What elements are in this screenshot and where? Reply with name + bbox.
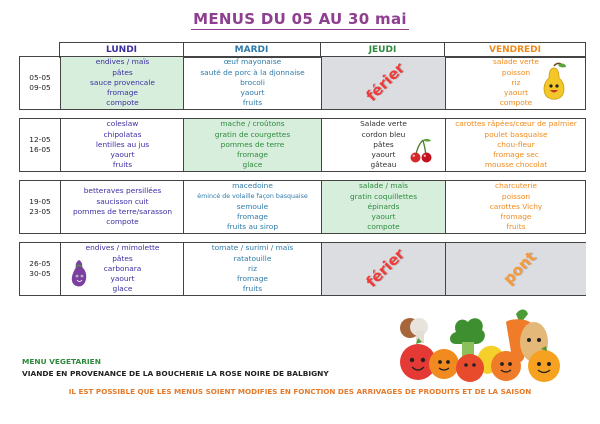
week-dates: 12-05 16-05 bbox=[29, 134, 51, 154]
week-dates: 26-05 30-05 bbox=[29, 258, 51, 278]
menu-vendredi: carottes râpées/cœur de palmier poulet basquaise chou-fleur fromage sec mousse chocolat bbox=[445, 119, 586, 171]
week-row-1 bbox=[19, 56, 586, 110]
holiday-label: férier bbox=[362, 59, 409, 105]
menu-lundi: endives / mimolette pâtes carbonara yaourt glace bbox=[60, 243, 184, 295]
cherries-icon bbox=[408, 138, 434, 164]
header-lundi: LUNDI bbox=[59, 42, 184, 58]
week-row-2 bbox=[19, 118, 586, 172]
header-mardi: MARDI bbox=[183, 42, 321, 58]
menu-mardi: mache / croûtons gratin de courgettes pommes de terre fromage glace bbox=[183, 119, 321, 171]
week-row-4 bbox=[19, 242, 586, 296]
menu-jeudi: salade / maïs gratin coquillettes épinards yaourt compote bbox=[321, 181, 445, 233]
menu-mardi: tomate / surimi / maïs ratatouille riz fromage fruits bbox=[183, 243, 321, 295]
menu-vendredi: charcuterie poisson carottes Vichy fromage fruits bbox=[445, 181, 586, 233]
menu-mardi: macedoine émincé de volaille façon basquaise semoule fromage fruits au sirop bbox=[183, 181, 321, 233]
week-dates: 05-05 09-05 bbox=[29, 72, 51, 92]
menu-vendredi: salade verte poisson riz yaourt compote bbox=[445, 57, 586, 109]
header-jeudi: JEUDI bbox=[321, 42, 445, 58]
menu-lundi: betteraves persillées saucisson cuit pommes de terre/sarasson compote bbox=[60, 181, 184, 233]
eggplant-icon bbox=[68, 258, 90, 288]
bridge-day-label: pont bbox=[499, 247, 540, 289]
page-title: MENUS DU 05 AU 30 mai bbox=[193, 10, 407, 28]
menu-lundi: coleslaw chipolatas lentilles au jus yaourt fruits bbox=[60, 119, 184, 171]
menu-mardi: œuf mayonaise sauté de porc à la djonnaise brocoli yaourt fruits bbox=[183, 57, 321, 109]
holiday-label: férier bbox=[362, 245, 409, 291]
menu-change-notice: IL EST POSSIBLE QUE LES MENUS SOIENT MODIFIES EN FONCTION DES ARRIVAGES DE PRODUITS ET DE LA SAISON bbox=[68, 387, 532, 396]
week-row-3 bbox=[19, 180, 586, 234]
pear-icon bbox=[540, 62, 568, 102]
menu-jeudi: Salade verte cordon bleu pâtes yaourt gâteau bbox=[321, 119, 445, 171]
vegetables-illustration bbox=[396, 302, 576, 386]
week-dates: 19-05 23-05 bbox=[29, 196, 51, 216]
meat-origin-note: VIANDE EN PROVENANCE DE LA BOUCHERIE LA ROSE NOIRE DE BALBIGNY bbox=[22, 369, 329, 378]
menu-lundi: endives / maïs pâtes sauce provencale fromage compote bbox=[60, 57, 184, 109]
vegetarian-legend: MENU VEGETARIEN bbox=[22, 357, 101, 366]
header-vendredi: VENDREDI bbox=[445, 42, 586, 58]
